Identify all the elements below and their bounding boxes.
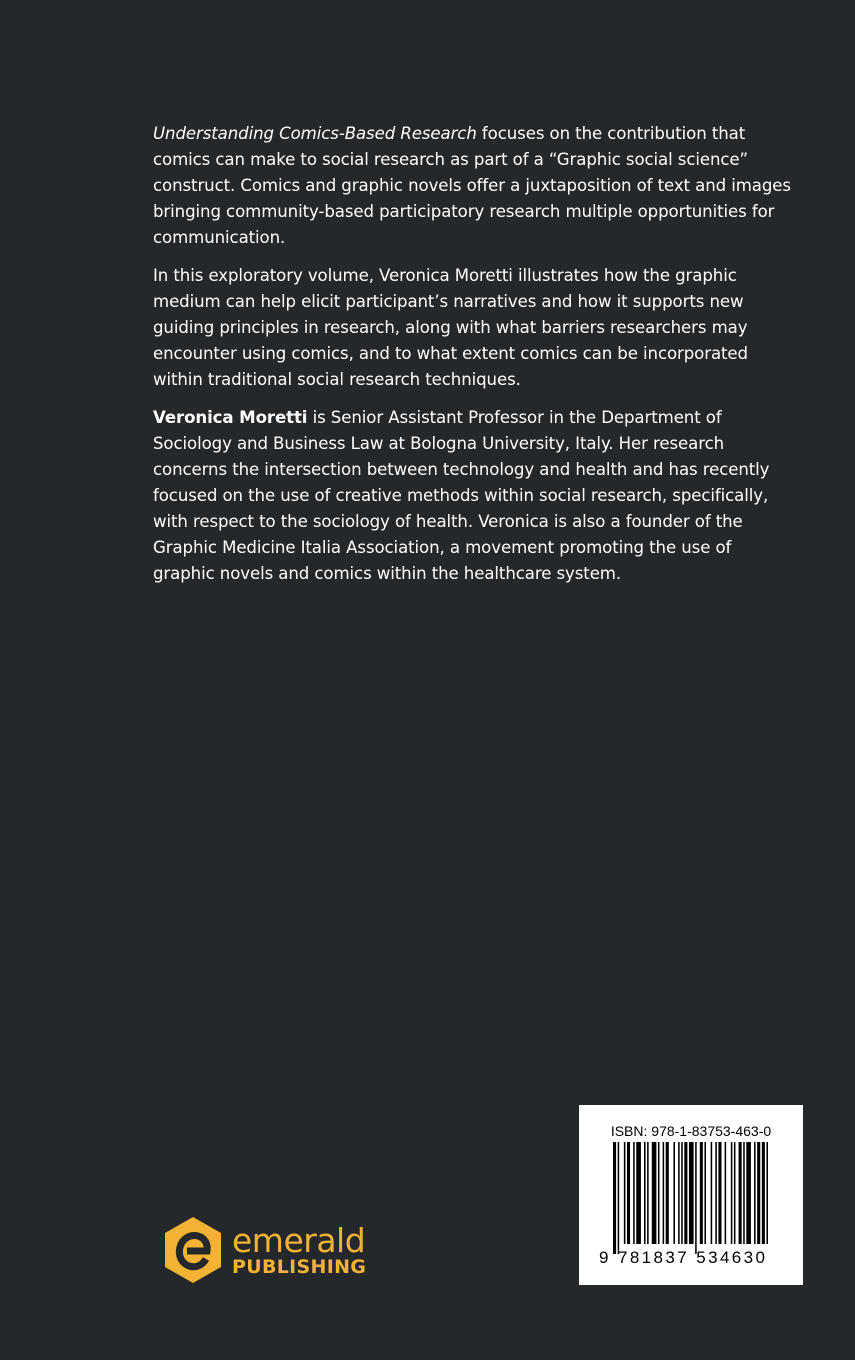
book-title: Understanding Comics-Based Research	[153, 124, 477, 143]
barcode-icon	[613, 1142, 775, 1254]
back-cover-blurb	[153, 121, 793, 599]
author-bio	[153, 405, 793, 587]
publisher-logo	[162, 1215, 366, 1285]
publisher-name: emerald	[232, 1220, 366, 1260]
author-bio-text: is Senior Assistant Professor in the Department of Sociology and Business Law at Bologna University, Italy. Her research concerns the intersection between technology and health and has recently focused on the use of creative methods within social research, specifically, with respect to the sociology of health. Veronica is also a founder of the Graphic Medicine Italia Association, a movement promoting the use of graphic novels and comics within the healthcare system.	[153, 408, 770, 583]
blurb-paragraph-2: In this exploratory volume, Veronica Moretti illustrates how the graphic medium can help elicit participant’s narratives and how it supports new guiding principles in research, along with what barriers researchers may encounter using comics, and to what extent comics can be incorporated within traditional social research techniques.	[153, 266, 748, 389]
author-name: Veronica Moretti	[153, 408, 308, 427]
publisher-sub: PUBLISHING	[232, 1255, 367, 1278]
blurb-paragraph-1-text: focuses on the contribution that comics can make to social research as part of a “Graphic social science” construct. Comics and graphic novels offer a juxtaposition of text and images bringing community-based participatory research multiple opportunities for communication.	[153, 124, 791, 247]
isbn-label: ISBN: 978-1-83753-463-0	[610, 1123, 772, 1139]
emerald-hexagon-logo-icon	[162, 1215, 224, 1285]
blurb-paragraph-1	[153, 121, 793, 251]
publisher-wordmark	[232, 1220, 367, 1278]
barcode-panel	[579, 1105, 803, 1285]
barcode-digits: 9 781837 534630	[599, 1248, 768, 1267]
